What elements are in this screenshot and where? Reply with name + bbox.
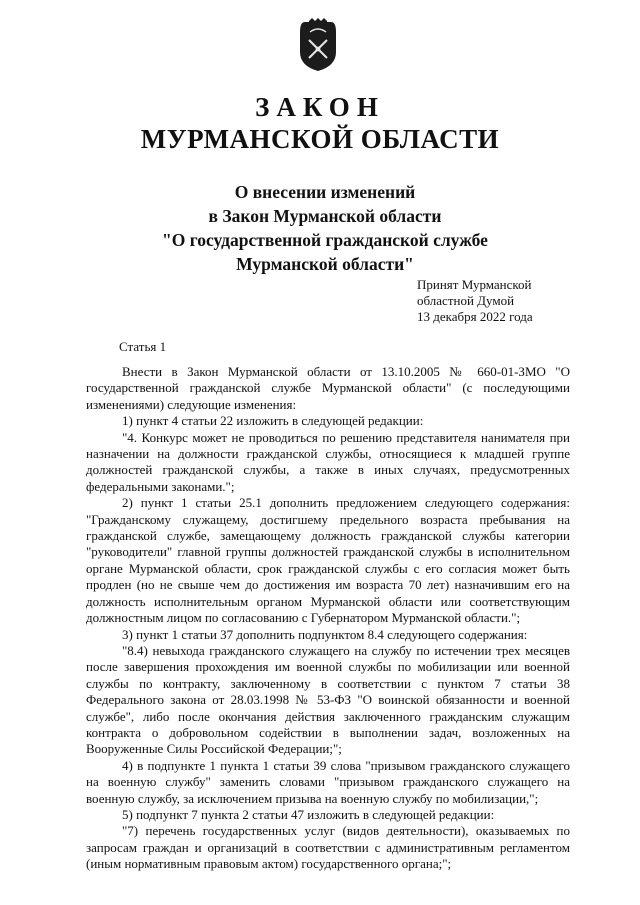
paragraph: 3) пункт 1 статьи 37 дополнить подпунктом 8.4 следующего содержания: bbox=[122, 626, 528, 642]
coat-of-arms-icon bbox=[297, 18, 339, 72]
adoption-line: Принят Мурманской bbox=[417, 277, 532, 292]
paragraph: 2) пункт 1 статьи 25.1 дополнить предложением следующего содержания: "Гражданскому служащему, достигшему предельного возраста пребывания на гражданской службе, замещающему должность гражданской службы категории "руководители" главной группы должностей гражданской службы в исполнительном органе Мурманской области, срок гражданской службы с его согласия может быть продлен (но не свыше чем до достижения им возраста 70 лет) назначившим его на должность исполнительным органом Мурманской области или соответствующим должностным лицом по согласованию с Губернатором Мурманской области."; bbox=[86, 495, 570, 626]
paragraph: Внести в Закон Мурманской области от 13.10.2005 № 660-01-ЗМО "О государственной гражданской службе Мурманской области" (с последующими изменениями) следующие изменения: bbox=[86, 364, 570, 412]
adoption-line: областной Думой bbox=[417, 293, 515, 308]
subject-line: в Закон Мурманской области bbox=[208, 206, 442, 226]
paragraph: 1) пункт 4 статьи 22 изложить в следующей редакции: bbox=[122, 413, 424, 429]
adoption-date: 13 декабря 2022 года bbox=[417, 309, 533, 324]
adoption-note bbox=[417, 277, 533, 325]
article-body bbox=[86, 364, 570, 873]
paragraph: 4) в подпункте 1 пункта 1 статьи 39 слова "призывом гражданского служащего на военную службу" заменить словами "призывом гражданского служащего на военную службу, за исключением призыва на военную службу по мобилизации,"; bbox=[86, 757, 570, 806]
article-heading: Статья 1 bbox=[119, 339, 167, 354]
subject-line: О внесении изменений bbox=[234, 182, 416, 202]
subject-line: Мурманской области" bbox=[236, 254, 414, 274]
subject-line: "О государственной гражданской службе bbox=[162, 230, 488, 250]
paragraph: 5) подпункт 7 пункта 2 статьи 47 изложить в следующей редакции: bbox=[122, 806, 495, 822]
law-region-title: МУРМАНСКОЙ ОБЛАСТИ bbox=[140, 124, 500, 154]
paragraph: "8.4) невыхода гражданского служащего на службу по истечении трех месяцев после завершения прохождения им военной службы по мобилизации или военной службы по контракту, заключенному в соответствии с пунктом 7 статьи 38 Федерального закона от 28.03.1998 № 53-ФЗ "О воинской обязанности и военной службе", либо после окончания действия заключенного гражданским служащим контракта о добровольном содействии в выполнении задач, возложенных на Вооруженные Силы Российской Федерации;"; bbox=[86, 642, 570, 757]
paragraph: "4. Конкурс может не проводиться по решению представителя нанимателя при назначении на должности гражданской службы, относящиеся к младшей группе должностей гражданской службы, а также в иных случаях, предусмотренных федеральными законами."; bbox=[86, 429, 570, 494]
law-subject bbox=[0, 180, 640, 276]
law-title: ЗАКОН bbox=[255, 92, 385, 122]
paragraph: "7) перечень государственных услуг (видов деятельности), оказываемых по запросам граждан и организаций в соответствии с административным регламентом (иным нормативным правовым актом) государственного органа;"; bbox=[86, 823, 570, 872]
